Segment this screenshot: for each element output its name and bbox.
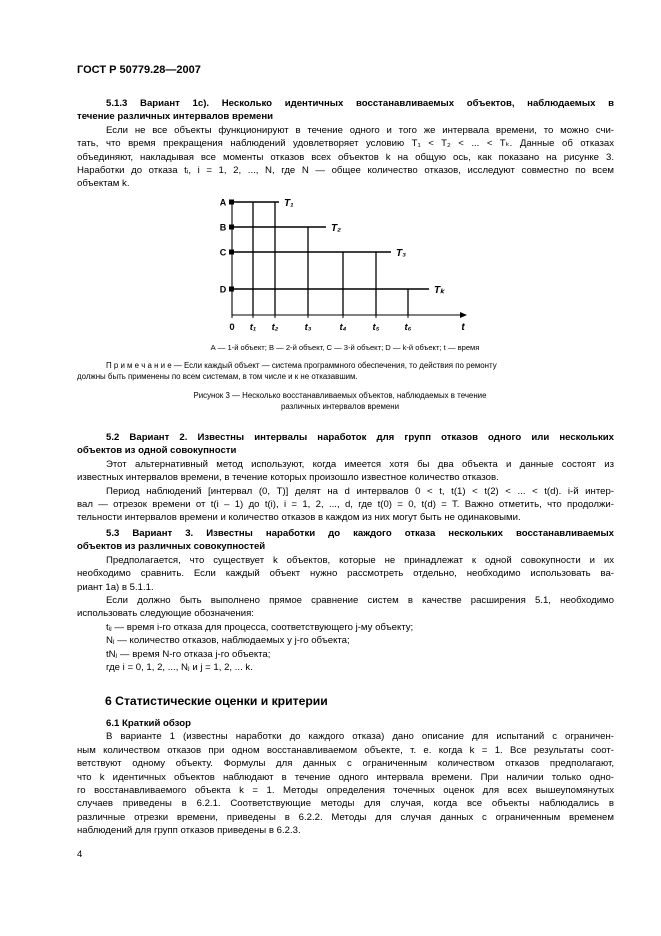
- axis-arrow: [460, 312, 467, 318]
- figure-3-failure-timeline: [205, 188, 495, 338]
- section-heading: объектов из одной совокупности: [77, 445, 237, 457]
- row-label: A: [219, 197, 227, 208]
- figure-note: [77, 361, 614, 382]
- section-heading: течение различных интервалов времени: [77, 111, 274, 123]
- row-marker: [229, 250, 234, 255]
- paragraph-line: Период наблюдений [интервал (0, T)] делят на d интервалов 0 < t, t(1) < t(2) < ... < t(d). i-й интер-: [106, 485, 614, 497]
- section-5-1-3: [77, 97, 614, 191]
- document-header: ГОСТ Р 50779.28—2007: [77, 64, 201, 76]
- row-label: C: [219, 247, 227, 258]
- page-number: 4: [77, 849, 83, 860]
- notation-line: Nⱼ — количество отказов, наблюдаемых у j-го объекта;: [106, 635, 350, 647]
- paragraph-line: объектам k.: [77, 178, 130, 190]
- row-marker: [229, 225, 234, 230]
- notation-line: tNⱼ — время N-го отказа j-го объекта;: [106, 648, 271, 660]
- axis-tick-label: t₁: [249, 322, 257, 333]
- row-marker: [229, 287, 234, 292]
- section-heading: 5.1.3 Вариант 1с). Несколько идентичных восстанавливаемых объектов, наблюдаемых в: [106, 98, 614, 109]
- subsection-heading: 6.1 Краткий обзор: [106, 718, 191, 729]
- axis-tick-label: t₃: [304, 322, 312, 333]
- section-5-2: [77, 431, 614, 525]
- section-heading: 5.2 Вариант 2. Известны интервалы наработок для групп отказов одного или нескольких: [106, 432, 614, 443]
- axis-tick-label: t₂: [271, 322, 279, 333]
- caption-line: различных интервалов времени: [280, 401, 400, 411]
- paragraph-line: ветствуют одному объекту. Формулы для данных с ограниченным количеством отказов предполагают,: [77, 758, 614, 770]
- paragraph-line: риант 1а) в 5.1.1.: [77, 581, 154, 593]
- paragraph-line: Если не все объекты функционируют в течение одного и того же интервала времени, то можно счи-: [106, 124, 614, 136]
- paragraph-line: наблюдений для групп отказов приведены в 6.2.3.: [77, 825, 301, 837]
- end-label: T₂: [331, 223, 341, 234]
- paragraph-line: Наработки до отказа tᵢ, i = 1, 2, ..., N, где N — общее количество отказов, исследуют совместно по всем: [77, 165, 614, 177]
- paragraph-line: тельности интервалов времени и количество отказов в каждом из них могут быть не одинаковыми.: [77, 512, 521, 524]
- note-line: П р и м е ч а н и е — Если каждый объект — система программного обеспечения, то действия по ремонту: [106, 361, 497, 370]
- end-label: Tₖ: [434, 285, 445, 296]
- paragraph-line: Предполагается, что существует k объектов, которые не принадлежат к одной совокупности и их: [106, 554, 614, 566]
- section-heading: объектов из различных совокупностей: [77, 541, 266, 553]
- paragraph-line: различные отрезки времени, приведены в 6.2.2. Методы для случая данных с ограниченным временем: [77, 811, 614, 823]
- paragraph-line: случаев приведены в 6.2.1. Соответствующие методы для случая, когда все объекты наблюдались в: [77, 798, 614, 810]
- end-label: T₁: [284, 198, 294, 209]
- paragraph-line: го восстанавливаемого объекта k = 1. Методы определения точечных оценок для всех вышеупомянутых: [77, 785, 614, 797]
- paragraph-line: Если должно быть выполнено прямое сравнение систем в качестве расширения 5.1, необходимо: [106, 595, 614, 607]
- axis-tick-label: t₆: [404, 322, 412, 333]
- paragraph-line: объединяют, накладывая все моменты отказов всех объектов k на общую ось, как показано на рисунке 3.: [77, 151, 614, 163]
- axis-tick-label: 0: [229, 322, 235, 333]
- section-6-title: 6 Статистические оценки и критерии: [105, 694, 328, 708]
- section-6-1: [77, 717, 614, 838]
- row-label: D: [219, 284, 227, 295]
- paragraph-line: Этот альтернативный метод используют, когда имеется хотя бы два объекта и данные состоят из: [106, 458, 614, 470]
- note-line: должны быть применены по всем системам, в том числе и к не отказавшим.: [77, 371, 358, 381]
- paragraph-line: использовать следующие обозначения:: [77, 608, 254, 620]
- paragraph-line: тать, что время прекращения наблюдений удовлетворяет условию T₁ < T₂ < ... < Tₖ. Данные об отказах: [77, 138, 614, 150]
- paragraph-line: известных интервалов времени, в течение которых произошло известное количество отказов.: [77, 472, 499, 484]
- axis-label: t: [461, 322, 465, 333]
- figure-caption: [130, 391, 550, 413]
- paragraph-line: В варианте 1 (известны наработки до каждого отказа) дано описание для испытаний с ограничен-: [106, 731, 614, 743]
- axis-tick-label: t₄: [339, 322, 347, 333]
- caption-line: Рисунок 3 — Несколько восстанавливаемых объектов, наблюдаемых в течение: [193, 391, 487, 400]
- section-heading: 5.3 Вариант 3. Известны наработки до каждого отказа нескольких восстанавливаемых: [106, 528, 614, 539]
- section-5-3: [77, 527, 614, 674]
- row-label: B: [219, 222, 227, 233]
- notation-line: tᵢⱼ — время i-го отказа для процесса, соответствующего j-му объекту;: [106, 621, 414, 633]
- notation-line: где i = 0, 1, 2, ..., Nⱼ и j = 1, 2, ... k.: [106, 662, 253, 674]
- row-marker: [229, 200, 234, 205]
- figure-legend: А — 1-й объект; В — 2-й объект, С — 3-й объект; D — k-й объект; t — время: [210, 343, 480, 352]
- paragraph-line: что k идентичных объектов наблюдают в течение одного интервала времени. При наличии только одно-: [77, 771, 614, 783]
- axis-tick-label: t₅: [372, 322, 380, 333]
- paragraph-line: вал — отрезок времени от t(i – 1) до t(i), i = 1, 2, ..., d, где t(0) = 0, t(d) = T. Важно отметить, что продолжи-: [77, 499, 614, 511]
- end-label: T₃: [396, 248, 406, 259]
- paragraph-line: ным количеством отказов при одном восстанавливаемом объекте, т. е. когда k = 1. Все результаты соот-: [77, 744, 614, 756]
- paragraph-line: необходимо сравнить. Если каждый объект нужно рассмотреть отдельно, необходимо использовать ва-: [77, 568, 614, 580]
